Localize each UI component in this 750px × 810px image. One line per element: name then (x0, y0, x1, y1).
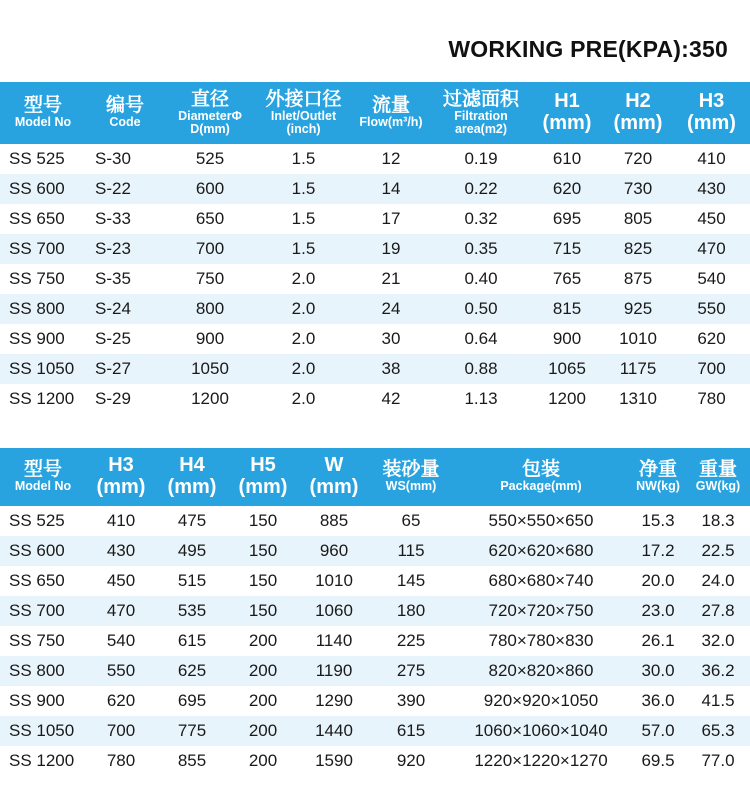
table-row (0, 324, 750, 354)
table-cell: S-22 (95, 179, 131, 198)
table-cell: 1.5 (291, 149, 316, 168)
table-cell: SS 650 (9, 571, 65, 590)
table-cell: 1200 (191, 389, 229, 408)
table-cell: 200 (248, 721, 278, 740)
col-header-w: W (mm) (309, 454, 359, 498)
table-row (0, 204, 750, 234)
table-cell: 900 (552, 329, 582, 348)
working-pressure-title: WORKING PRE(KPA):350 (448, 36, 728, 62)
table-row (0, 264, 750, 294)
table-cell: SS 900 (9, 329, 65, 348)
table-cell: 875 (623, 269, 653, 288)
table-cell: 15.3 (641, 511, 675, 530)
table-row (0, 716, 750, 746)
table-cell: 22.5 (701, 541, 735, 560)
table-cell: 855 (177, 751, 207, 770)
table-cell: 925 (623, 299, 653, 318)
table-cell: 620 (697, 329, 726, 348)
table-cell: 38 (381, 359, 401, 378)
table-cell: 27.8 (701, 601, 735, 620)
table-cell: 20.0 (641, 571, 675, 590)
table-cell: 430 (697, 179, 726, 198)
table-cell: 200 (248, 631, 278, 650)
table-cell: 36.0 (641, 691, 675, 710)
table-row (0, 596, 750, 626)
table-cell: 615 (177, 631, 207, 650)
table-cell: 0.40 (464, 269, 498, 288)
table-cell: 2.0 (291, 329, 316, 348)
table-row (0, 294, 750, 324)
table-cell: 18.3 (701, 511, 735, 530)
table-cell: SS 525 (9, 511, 65, 530)
table-cell: 540 (697, 269, 726, 288)
table-cell: SS 600 (9, 179, 65, 198)
table-cell: 57.0 (641, 721, 675, 740)
table-cell: 225 (396, 631, 426, 650)
table-cell: 150 (248, 541, 278, 560)
table-cell: 715 (552, 239, 582, 258)
table-cell: 620 (552, 179, 582, 198)
table-cell: SS 1050 (9, 721, 75, 740)
table-cell: SS 800 (9, 299, 65, 318)
table-cell: 12 (381, 149, 401, 168)
table-cell: 695 (552, 209, 582, 228)
table-cell: SS 750 (9, 269, 65, 288)
table-cell: 730 (623, 179, 653, 198)
table-cell: 720×720×750 (488, 601, 594, 620)
table-row (0, 174, 750, 204)
table-cell: 540 (106, 631, 136, 650)
table-cell: 700 (697, 359, 726, 378)
table-cell: 0.35 (464, 239, 498, 258)
table-cell: 525 (195, 149, 225, 168)
table-cell: 65 (401, 511, 421, 530)
table-cell: SS 700 (9, 239, 65, 258)
table-cell: 77.0 (701, 751, 735, 770)
table-cell: SS 1200 (9, 751, 75, 770)
table-cell: 0.50 (464, 299, 498, 318)
table-cell: 820×820×860 (488, 661, 594, 680)
table-cell: 0.64 (464, 329, 498, 348)
table-cell: SS 525 (9, 149, 65, 168)
table-cell: 1060×1060×1040 (474, 721, 608, 740)
table-cell: S-27 (95, 359, 131, 378)
table-cell: 30 (381, 329, 401, 348)
table-row (0, 656, 750, 686)
table-cell: 26.1 (641, 631, 675, 650)
table-cell: 550 (697, 299, 726, 318)
spec-table-1 (0, 82, 750, 414)
table-cell: 17 (381, 209, 401, 228)
table-cell: 390 (396, 691, 426, 710)
table-row (0, 144, 750, 174)
table-cell: 475 (177, 511, 207, 530)
table-cell: 700 (195, 239, 225, 258)
table-cell: 1590 (315, 751, 353, 770)
col-header-net-weight: 净重 NW(kg) (636, 459, 680, 494)
table-cell: S-24 (95, 299, 131, 318)
table-cell: S-29 (95, 389, 131, 408)
table-cell: 1175 (619, 359, 657, 378)
table-cell: 470 (697, 239, 726, 258)
col-header-sand-weight: 装砂量 WS(mm) (382, 459, 440, 494)
table-cell: 1.5 (291, 209, 316, 228)
table-cell: 1140 (315, 631, 353, 650)
table-cell: 0.32 (464, 209, 498, 228)
table-cell: S-35 (95, 269, 131, 288)
table-row (0, 506, 750, 536)
col-header-filtration-area: 过滤面积 Filtration area(m2) (442, 88, 519, 136)
table-cell: S-25 (95, 329, 131, 348)
col-header-h2: H2 (mm) (613, 90, 663, 134)
table-cell: 1010 (619, 329, 657, 348)
table-cell: 2.0 (291, 269, 316, 288)
table-cell: 410 (697, 149, 726, 168)
col-header-h3: H3 (mm) (96, 454, 146, 498)
table-cell: 550×550×650 (488, 511, 594, 530)
table-cell: 150 (248, 601, 278, 620)
table-cell: 1290 (315, 691, 353, 710)
table-cell: 430 (106, 541, 136, 560)
table-cell: 145 (396, 571, 426, 590)
table-cell: 150 (248, 571, 278, 590)
table-cell: 41.5 (701, 691, 735, 710)
table-cell: 535 (177, 601, 207, 620)
table-cell: 775 (177, 721, 207, 740)
col-header-flow: 流量 Flow(m³/h) (359, 95, 423, 130)
table-cell: 1190 (315, 661, 353, 680)
table-cell: 0.88 (464, 359, 498, 378)
table-cell: 1220×1220×1270 (474, 751, 608, 770)
table-cell: S-30 (95, 149, 131, 168)
table-row (0, 384, 750, 414)
table-cell: 19 (381, 239, 401, 258)
col-header-h1: H1 (mm) (542, 90, 592, 134)
table-cell: 200 (248, 661, 278, 680)
table-cell: 24.0 (701, 571, 735, 590)
table-cell: 30.0 (641, 661, 675, 680)
table-header-row (0, 448, 750, 506)
col-header-h5: H5 (mm) (238, 454, 288, 498)
table-cell: 1010 (315, 571, 353, 590)
table-cell: S-23 (95, 239, 131, 258)
table-cell: 275 (396, 661, 426, 680)
table-cell: 21 (381, 269, 401, 288)
table-cell: SS 1050 (9, 359, 75, 378)
table-cell: 200 (248, 751, 278, 770)
table-cell: S-33 (95, 209, 131, 228)
col-header-package: 包装 Package(mm) (500, 459, 582, 494)
table-cell: 625 (177, 661, 207, 680)
spec-table-2 (0, 448, 750, 776)
table-cell: 550 (106, 661, 136, 680)
table-cell: 680×680×740 (488, 571, 594, 590)
table-cell: 780 (106, 751, 136, 770)
table-cell: 65.3 (701, 721, 735, 740)
table-cell: 720 (623, 149, 653, 168)
table-cell: 495 (177, 541, 207, 560)
table-cell: 1.13 (464, 389, 498, 408)
col-header-diameter: 直径 DiameterΦ D(mm) (178, 88, 242, 136)
table-cell: 600 (195, 179, 225, 198)
col-header-model: 型号 Model No (14, 95, 72, 130)
col-header-gross-weight: 重量 GW(kg) (695, 459, 741, 494)
table-cell: 825 (623, 239, 653, 258)
table-cell: 42 (381, 389, 401, 408)
table-row (0, 746, 750, 776)
table-cell: 1.5 (291, 179, 316, 198)
table-cell: 765 (552, 269, 582, 288)
table-cell: 800 (195, 299, 225, 318)
col-header-model: 型号 Model No (14, 459, 72, 494)
table-cell: 0.22 (464, 179, 498, 198)
table-cell: 1.5 (291, 239, 316, 258)
table-cell: 23.0 (641, 601, 675, 620)
table-header-row (0, 82, 750, 144)
table-cell: 700 (106, 721, 136, 740)
table-cell: 900 (195, 329, 225, 348)
table-cell: 780 (697, 389, 726, 408)
table-cell: 36.2 (701, 661, 735, 680)
table-cell: 2.0 (291, 389, 316, 408)
col-header-h4: H4 (mm) (167, 454, 217, 498)
table-row (0, 626, 750, 656)
table-cell: SS 900 (9, 691, 65, 710)
table-cell: 450 (697, 209, 726, 228)
table-cell: 620 (106, 691, 136, 710)
table-cell: 780×780×830 (488, 631, 594, 650)
table-cell: 1440 (315, 721, 353, 740)
table-cell: SS 650 (9, 209, 65, 228)
table-cell: 470 (106, 601, 136, 620)
table-cell: 410 (106, 511, 136, 530)
table-row (0, 686, 750, 716)
table-cell: 2.0 (291, 359, 316, 378)
table-cell: 815 (552, 299, 582, 318)
table-cell: 695 (177, 691, 207, 710)
table-cell: 1065 (548, 359, 586, 378)
table-cell: 920 (396, 751, 426, 770)
table-cell: SS 750 (9, 631, 65, 650)
table-cell: 960 (319, 541, 349, 560)
col-header-h3: H3 (mm) (687, 90, 736, 134)
col-header-code: 编号 Code (105, 95, 144, 130)
table-cell: 1060 (315, 601, 353, 620)
table-cell: 1310 (619, 389, 657, 408)
table-row (0, 354, 750, 384)
table-cell: 14 (381, 179, 401, 198)
table-cell: 69.5 (641, 751, 675, 770)
table-cell: 885 (319, 511, 349, 530)
table-cell: 1050 (191, 359, 229, 378)
table-cell: 0.19 (464, 149, 498, 168)
table-cell: SS 600 (9, 541, 65, 560)
table-cell: 805 (623, 209, 653, 228)
table-cell: 1200 (548, 389, 586, 408)
table-cell: 115 (397, 541, 425, 560)
table-cell: SS 800 (9, 661, 65, 680)
table-cell: 180 (396, 601, 426, 620)
table-cell: 610 (552, 149, 582, 168)
table-cell: SS 1200 (9, 389, 75, 408)
table-cell: 150 (248, 511, 278, 530)
table-cell: 17.2 (641, 541, 675, 560)
table-cell: SS 700 (9, 601, 65, 620)
table-cell: 920×920×1050 (483, 691, 599, 710)
table-row (0, 566, 750, 596)
table-cell: 2.0 (291, 299, 316, 318)
table-row (0, 234, 750, 264)
table-cell: 650 (195, 209, 225, 228)
col-header-inlet-outlet: 外接口径 Inlet/Outlet (inch) (265, 88, 342, 136)
table-cell: 450 (106, 571, 136, 590)
table-cell: 32.0 (701, 631, 735, 650)
table-cell: 200 (248, 691, 278, 710)
table-cell: 620×620×680 (488, 541, 594, 560)
table-cell: 615 (396, 721, 426, 740)
table-cell: 750 (195, 269, 225, 288)
table-cell: 24 (381, 299, 401, 318)
table-cell: 515 (177, 571, 207, 590)
table-row (0, 536, 750, 566)
